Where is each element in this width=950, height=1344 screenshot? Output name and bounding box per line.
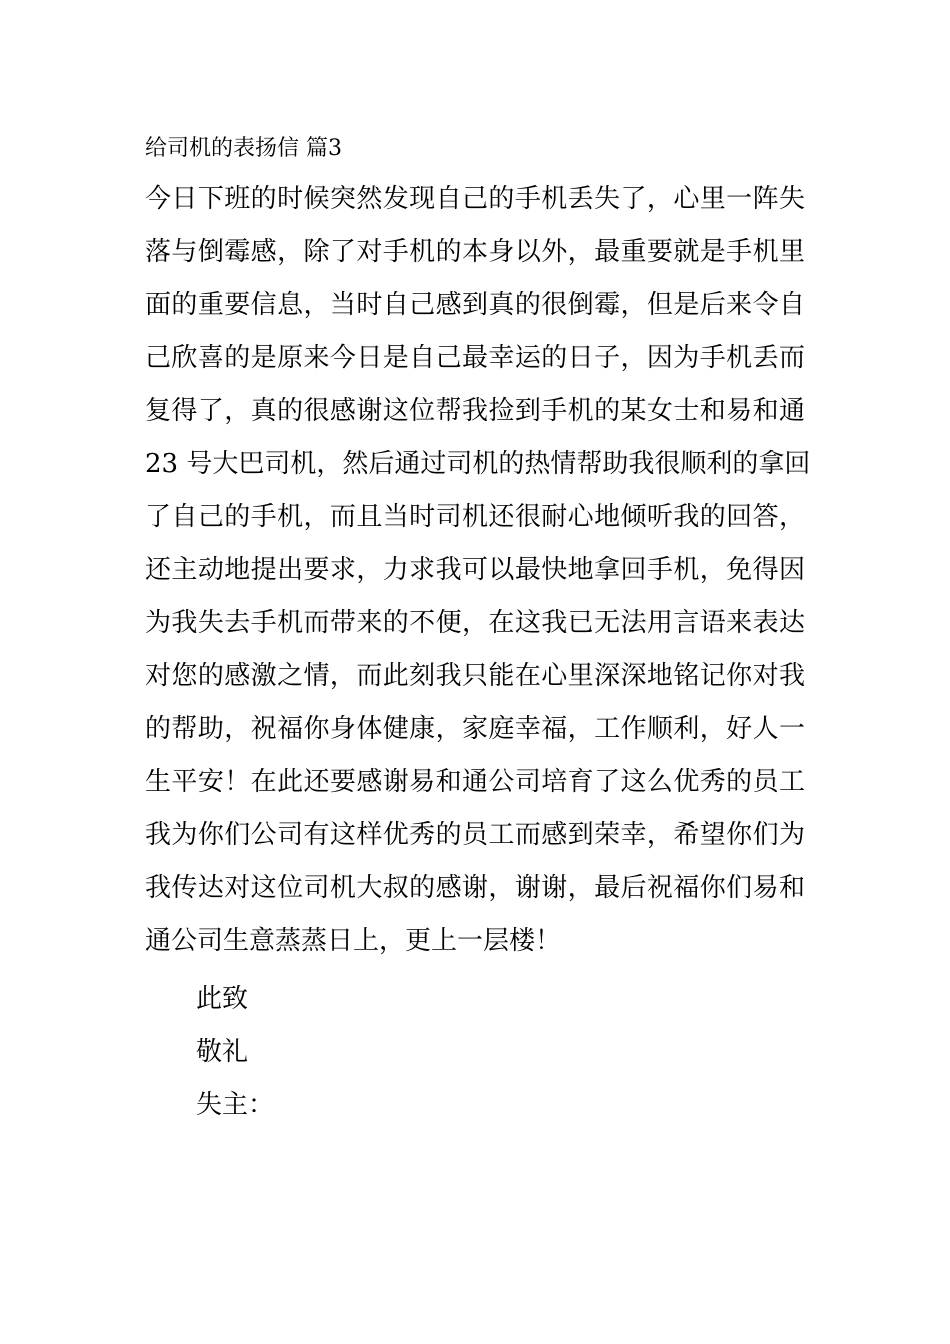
body-line: 复得了，真的很感谢这位帮我捡到手机的某女士和易和通 <box>145 396 805 426</box>
body-line: 己欣喜的是原来今日是自己最幸运的日子，因为手机丢而 <box>145 343 805 373</box>
body-line: 为我失去手机而带来的不便，在这我已无法用言语来表达 <box>145 608 805 638</box>
body-line: 的帮助，祝福你身体健康，家庭幸福，工作顺利，好人一 <box>145 714 805 744</box>
body-line: 23 号大巴司机，然后通过司机的热情帮助我很顺利的拿回 <box>145 449 811 479</box>
body-line: 通公司生意蒸蒸日上，更上一层楼！ <box>145 926 562 956</box>
body-line: 生平安！在此还要感谢易和通公司培育了这么优秀的员工 <box>145 767 805 797</box>
body-line: 还主动地提出要求，力求我可以最快地拿回手机，免得因 <box>145 555 805 585</box>
closing-salutation: 此致 <box>196 984 249 1014</box>
signature: 失主： <box>196 1090 275 1120</box>
body-line: 今日下班的时候突然发现自己的手机丢失了，心里一阵失 <box>145 184 805 214</box>
body-line: 我传达对这位司机大叔的感谢，谢谢，最后祝福你们易和 <box>145 873 805 903</box>
body-line: 落与倒霉感，除了对手机的本身以外，最重要就是手机里 <box>145 237 805 267</box>
letter-title: 给司机的表扬信 篇3 <box>145 136 342 161</box>
body-line: 了自己的手机，而且当时司机还很耐心地倾听我的回答， <box>145 502 805 532</box>
body-line: 对您的感激之情，而此刻我只能在心里深深地铭记你对我 <box>145 661 805 691</box>
closing-regards: 敬礼 <box>196 1037 249 1067</box>
body-line: 面的重要信息，当时自己感到真的很倒霉，但是后来令自 <box>145 290 805 320</box>
body-line: 我为你们公司有这样优秀的员工而感到荣幸，希望你们为 <box>145 820 805 850</box>
